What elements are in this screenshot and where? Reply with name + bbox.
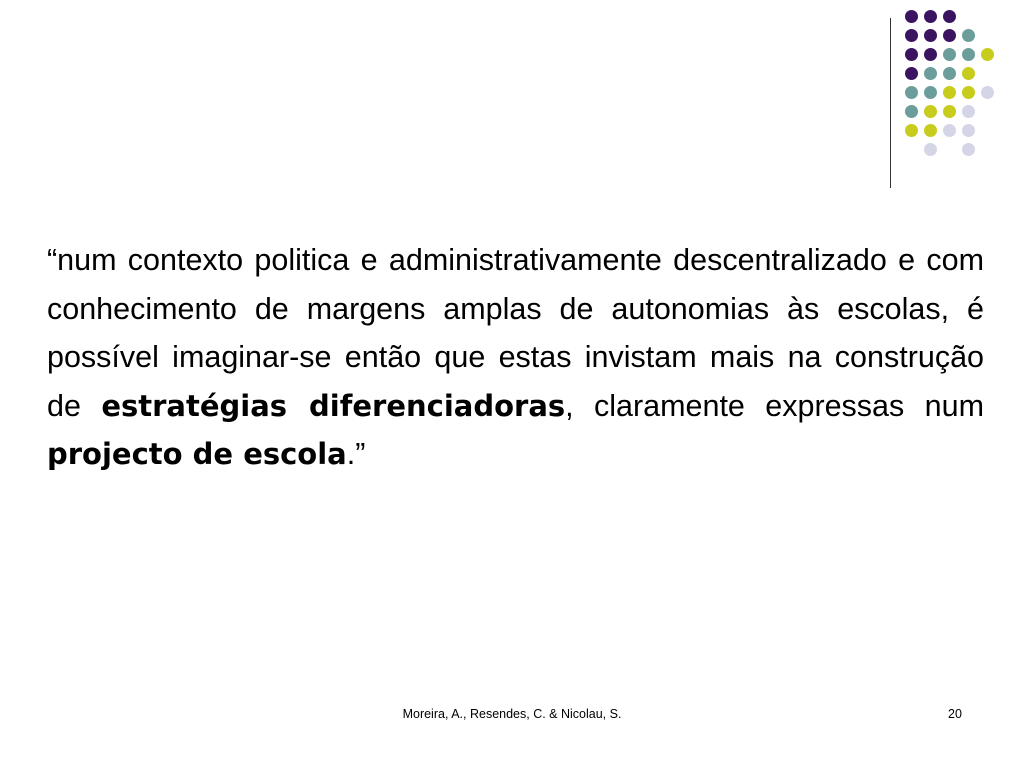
quote-emphasis-strategies: estratégias diferenciadoras [101,388,566,423]
quote-part-2: , claramente expressas num [565,388,984,423]
decorative-dot [943,124,956,137]
decorative-dot [943,29,956,42]
decorative-dot [924,143,937,156]
decorative-dot [924,29,937,42]
decorative-dot [905,67,918,80]
decorative-dot [981,48,994,61]
quote-part-1: “num contexto politica e administrativamente descentralizado e com conhecimento de margens amplas de autonomias às escolas, é possível imaginar-se então que estas invistam mais na construção de [47,243,984,423]
decorative-dot-grid [905,10,1005,170]
decorative-dot [924,86,937,99]
decorative-dot [962,105,975,118]
decorative-dot [962,86,975,99]
decorative-dot [943,105,956,118]
decorative-dot [924,67,937,80]
decorative-dot [962,48,975,61]
decorative-dot [905,124,918,137]
quote-part-3: .” [346,437,366,471]
footer-citation: Moreira, A., Resendes, C. & Nicolau, S. [402,707,622,721]
decorative-dot [924,124,937,137]
decorative-dot [905,10,918,23]
quote-text [47,236,984,479]
decorative-dot [943,48,956,61]
decorative-dot [924,105,937,118]
decorative-dot [924,10,937,23]
decorative-dot [905,105,918,118]
decorative-dot [962,124,975,137]
decorative-dot [943,10,956,23]
footer-page-number: 20 [948,707,962,721]
decorative-dot [962,29,975,42]
decorative-dot [962,67,975,80]
decorative-dot [905,48,918,61]
decorative-dot [943,86,956,99]
decorative-dot [943,67,956,80]
decorative-dot [924,48,937,61]
decorative-vertical-line [890,18,891,188]
decorative-dot [905,29,918,42]
decorative-dot [981,86,994,99]
decorative-dot [962,143,975,156]
decorative-dot [905,86,918,99]
quote-emphasis-school-project: projecto de escola [47,437,347,471]
